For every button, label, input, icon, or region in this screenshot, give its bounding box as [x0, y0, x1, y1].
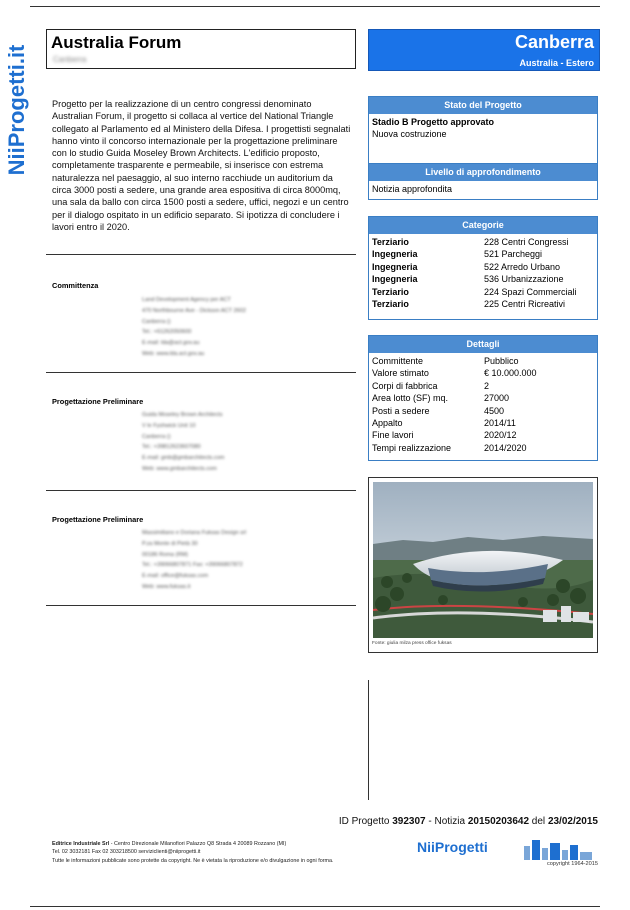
detail-row	[372, 405, 594, 417]
bottom-rule	[30, 906, 600, 907]
project-subtitle: Canberra	[53, 55, 87, 64]
footer-notice: Tutte le informazioni pubblicate sono protette da copyright. Ne è vietata la riproduzione e/o divulgazione in ogni forma.	[52, 857, 334, 864]
top-rule	[30, 6, 600, 7]
contact-block	[142, 295, 246, 360]
contact-line: Canberra ()	[142, 318, 171, 325]
detail-row	[372, 392, 594, 404]
stato-panel	[368, 96, 598, 170]
detail-label: Fine lavori	[372, 430, 414, 441]
divider	[46, 490, 356, 491]
category-row	[372, 273, 594, 285]
divider	[46, 605, 356, 606]
skyline-icon	[524, 838, 594, 860]
category-row	[372, 261, 594, 273]
contact-line: Canberra ()	[142, 433, 171, 440]
detail-value: 2014/11	[484, 418, 516, 429]
detail-value: 27000	[484, 393, 510, 404]
contact-line: V le Fyshwick Unit 10	[142, 422, 196, 429]
category-row	[372, 236, 594, 248]
contact-line: Massimiliano e Doriana Fuksas Design srl	[142, 530, 247, 536]
contact-line: Tel.: +39812623607080	[142, 444, 201, 451]
side-brand-text: NiiProgetti.it	[4, 44, 29, 176]
contact-line: Tel.: +39066807871 Fax: +39066807872	[142, 562, 243, 569]
category-macro: Ingegneria	[372, 261, 418, 272]
contact-line: P.za Monte di Pietà 30	[142, 540, 198, 547]
footer-address: - Centro Direzionale Milanofiori Palazzo Q8 Strada 4 20089 Rozzano (MI)	[109, 841, 287, 847]
footer-contact: Tel. 02 3032181 Fax 02 303218500 serviziclienti@niiprogetti.it	[52, 849, 201, 856]
date-prefix: del	[531, 816, 546, 827]
project-render-image	[373, 482, 593, 638]
category-code: 228 Centri Congressi	[484, 237, 569, 247]
project-photo-frame	[368, 477, 598, 653]
detail-value: 2014/2020	[484, 442, 527, 453]
category-code: 522 Arredo Urbano	[484, 261, 561, 272]
detail-row	[372, 417, 594, 429]
categorie-header: Categorie	[369, 217, 597, 234]
category-code: 225 Centri Ricreativi	[484, 299, 566, 310]
livello-panel	[368, 163, 598, 200]
stato-header: Stato del Progetto	[369, 97, 597, 114]
detail-value: 2	[484, 380, 490, 391]
project-title: Australia Forum	[51, 33, 182, 52]
project-description: Progetto per la realizzazione di un centro congressi denominato Australian Forum, il progetto si collaca al vertice del National Triangle collegato al Parlamento ed al Ministero della Difesa. I progettisti segnalati hanno vinto il concorso internazionale per la progettazione preliminare con lo studio Guida Moseley Brown Architects. L'edificio proposto, completamente trasparente e permeabile, si inserisce con estrema naturalezza nel paesaggio, al suo interno racchiude un auditorium da circa 3000 posti a sedere, una grande area espositiva di circa 8000mq, una sala da ballo con circa 1500 posti a sedere, uffici, negozi e un centro per il dialogo ospitato in un edificio separato. Si ipotizza di concludere i lavori entro il 2020.	[52, 99, 351, 232]
footer-brand-logo	[412, 836, 598, 862]
contact-role: Committenza	[52, 281, 99, 290]
category-row	[372, 248, 594, 260]
detail-value: € 10.000.000	[484, 368, 537, 379]
copyright-text: copyright 1964-2015	[546, 861, 598, 867]
contact-line: 00186 Roma (RM)	[142, 551, 189, 558]
detail-label: Committente	[372, 356, 424, 366]
id-prefix: ID Progetto	[338, 816, 390, 827]
project-id-line	[339, 816, 598, 827]
title-box	[46, 29, 356, 69]
contact-role: Progettazione Preliminare	[52, 515, 144, 524]
detail-value: 2020/12	[484, 430, 517, 441]
footer-brand-text: NiiProgetti	[417, 839, 488, 855]
category-code: 224 Spazi Commerciali	[484, 286, 577, 297]
category-code: 521 Parcheggi	[484, 249, 543, 260]
photo-caption: Fonte: giulia milza press office fuksas	[372, 641, 452, 646]
detail-value: Pubblico	[484, 356, 519, 366]
category-macro: Terziario	[372, 237, 409, 247]
city-name: Canberra	[514, 32, 594, 52]
notizia-date: 23/02/2015	[547, 816, 598, 827]
dettagli-panel	[368, 335, 598, 461]
footer-text	[52, 840, 333, 865]
stato-stage: Stadio B Progetto approvato	[372, 117, 495, 127]
contact-line: E-mail: lda@act.gov.au	[142, 340, 200, 347]
detail-label: Appalto	[372, 418, 403, 429]
divider	[46, 372, 356, 373]
contact-line: Web: www.gmbarchitects.com	[142, 465, 217, 472]
category-row	[372, 298, 594, 310]
notizia-prefix: - Notizia	[428, 816, 466, 827]
location-header	[368, 29, 600, 71]
detail-row	[372, 380, 594, 392]
contact-line: Guida Moseley Brown Architects	[142, 412, 223, 418]
contact-line: 470 Northbourne Ave - Dickson ACT 2602	[142, 307, 246, 314]
category-code: 536 Urbanizzazione	[484, 274, 564, 285]
divider	[46, 254, 356, 255]
livello-header: Livello di approfondimento	[369, 164, 597, 181]
detail-label: Tempi realizzazione	[372, 442, 452, 453]
project-id: 392307	[392, 816, 426, 827]
notizia-id: 20150203642	[467, 816, 530, 827]
contact-line: Web: www.lda.act.gov.au	[142, 350, 205, 357]
contact-line: E-mail: gmb@gmbarchitects.com	[142, 455, 225, 462]
contact-line: Tel.: +61262050600	[142, 329, 192, 336]
category-macro: Terziario	[372, 299, 409, 310]
contact-line: Web: www.fuksas.it	[142, 583, 191, 590]
contact-block	[142, 528, 246, 593]
category-macro: Ingegneria	[372, 274, 418, 285]
category-macro: Terziario	[372, 286, 409, 297]
category-row	[372, 286, 594, 298]
detail-label: Corpi di fabbrica	[372, 380, 438, 391]
detail-value: 4500	[484, 405, 505, 416]
detail-row	[372, 355, 594, 367]
detail-row	[372, 367, 594, 379]
contact-block	[142, 410, 224, 475]
livello-value: Notizia approfondita	[372, 184, 453, 194]
detail-row	[372, 429, 594, 441]
contact-line: Land Development Agency per ACT	[142, 297, 231, 303]
category-macro: Ingegneria	[372, 249, 418, 260]
stato-type: Nuova costruzione	[372, 129, 447, 140]
footer-company: Editrice Industriale Srl	[52, 841, 110, 847]
region-name: Australia - Estero	[519, 58, 594, 68]
detail-label: Posti a sedere	[372, 405, 430, 416]
contact-line: E-mail: office@fuksas.com	[142, 573, 209, 580]
detail-row	[372, 442, 594, 454]
categorie-panel	[368, 216, 598, 320]
detail-label: Area lotto (SF) mq.	[372, 393, 449, 404]
side-brand-logo	[4, 30, 30, 190]
dettagli-header: Dettagli	[369, 336, 597, 353]
detail-label: Valore stimato	[372, 368, 429, 379]
vertical-rule	[368, 680, 369, 800]
contact-role: Progettazione Preliminare	[52, 397, 144, 406]
